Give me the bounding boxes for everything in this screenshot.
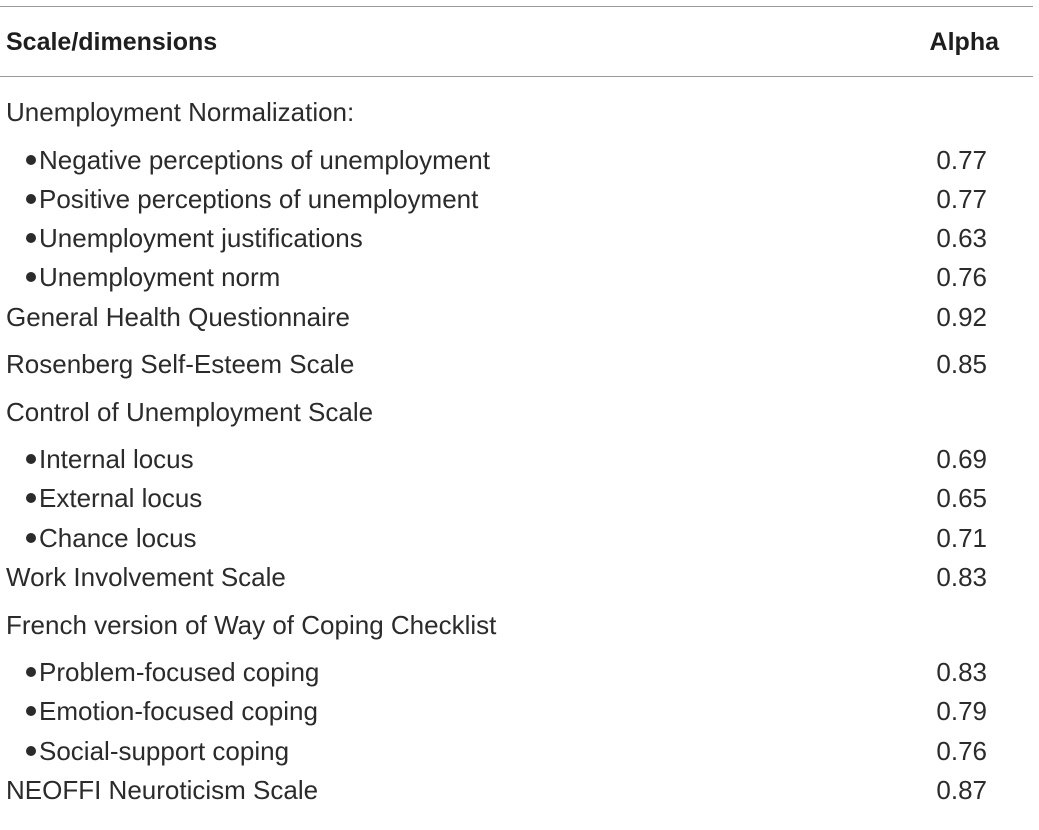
row-alpha: 0.83 bbox=[936, 562, 987, 593]
row-label-wrap bbox=[26, 731, 289, 771]
table-row bbox=[0, 439, 1033, 478]
bullet-icon bbox=[26, 454, 36, 464]
table-row bbox=[0, 605, 1033, 653]
row-label: Unemployment Normalization: bbox=[6, 97, 355, 127]
row-label-wrap bbox=[26, 652, 319, 692]
row-label: Problem-focused coping bbox=[39, 657, 320, 688]
row-label: Work Involvement Scale bbox=[6, 562, 286, 593]
bullet-icon bbox=[26, 746, 36, 756]
table-row bbox=[0, 179, 1033, 218]
table-row bbox=[0, 140, 1033, 179]
table-header-rule bbox=[0, 76, 1033, 77]
row-alpha: 0.69 bbox=[936, 444, 987, 475]
row-label: Unemployment norm bbox=[39, 262, 281, 293]
row-label-wrap bbox=[26, 140, 490, 180]
table-row bbox=[0, 731, 1033, 770]
row-alpha: 0.76 bbox=[936, 262, 987, 293]
table-header bbox=[0, 6, 1033, 76]
row-label-wrap bbox=[26, 257, 280, 297]
row-alpha: 0.63 bbox=[936, 223, 987, 254]
row-alpha: 0.87 bbox=[936, 774, 987, 805]
row-label: Control of Unemployment Scale bbox=[6, 396, 374, 427]
row-label: Emotion-focused coping bbox=[39, 696, 318, 727]
row-label: Chance locus bbox=[39, 522, 197, 553]
table-row bbox=[0, 218, 1033, 257]
row-alpha: 0.79 bbox=[936, 696, 987, 727]
row-alpha: 0.76 bbox=[936, 735, 987, 766]
bullet-icon bbox=[26, 155, 36, 165]
row-label: General Health Questionnaire bbox=[6, 301, 350, 332]
table-row bbox=[0, 92, 1033, 140]
row-alpha: 0.77 bbox=[936, 183, 987, 214]
table-row bbox=[0, 344, 1033, 392]
row-alpha: 0.77 bbox=[936, 144, 987, 175]
row-label: NEOFFI Neuroticism Scale bbox=[6, 774, 319, 805]
row-label: Social-support coping bbox=[39, 735, 290, 766]
table-row bbox=[0, 557, 1033, 605]
row-alpha: 0.65 bbox=[936, 483, 987, 514]
row-label: Negative perceptions of unemployment bbox=[39, 144, 490, 175]
row-label-wrap bbox=[26, 518, 197, 558]
header-scale-dimensions: Scale/dimensions bbox=[6, 28, 218, 56]
row-label-wrap bbox=[26, 179, 478, 219]
bullet-icon bbox=[26, 493, 36, 503]
row-alpha: 0.71 bbox=[936, 522, 987, 553]
bullet-icon bbox=[26, 272, 36, 282]
table-row bbox=[0, 257, 1033, 296]
row-alpha: 0.83 bbox=[936, 657, 987, 688]
header-alpha: Alpha bbox=[929, 28, 999, 56]
table-row bbox=[0, 770, 1033, 818]
row-label: French version of Way of Coping Checklist bbox=[6, 609, 497, 640]
row-label: Rosenberg Self-Esteem Scale bbox=[6, 349, 355, 380]
row-label-wrap bbox=[26, 218, 363, 258]
table-row bbox=[0, 691, 1033, 730]
table-row bbox=[0, 518, 1033, 557]
row-label: Internal locus bbox=[39, 444, 194, 475]
table-row bbox=[0, 478, 1033, 517]
row-label-wrap bbox=[26, 691, 318, 731]
table-body bbox=[0, 92, 1033, 817]
table-row bbox=[0, 652, 1033, 691]
row-label: Unemployment justifications bbox=[39, 223, 363, 254]
row-label: External locus bbox=[39, 483, 203, 514]
bullet-icon bbox=[26, 706, 36, 716]
row-label-wrap bbox=[26, 439, 194, 479]
bullet-icon bbox=[26, 533, 36, 543]
table-row bbox=[0, 297, 1033, 345]
row-label: Positive perceptions of unemployment bbox=[39, 183, 479, 214]
row-label-wrap bbox=[26, 478, 202, 518]
bullet-icon bbox=[26, 667, 36, 677]
table-row bbox=[0, 392, 1033, 440]
row-alpha: 0.85 bbox=[936, 349, 987, 380]
bullet-icon bbox=[26, 194, 36, 204]
row-alpha: 0.92 bbox=[936, 301, 987, 332]
bullet-icon bbox=[26, 233, 36, 243]
